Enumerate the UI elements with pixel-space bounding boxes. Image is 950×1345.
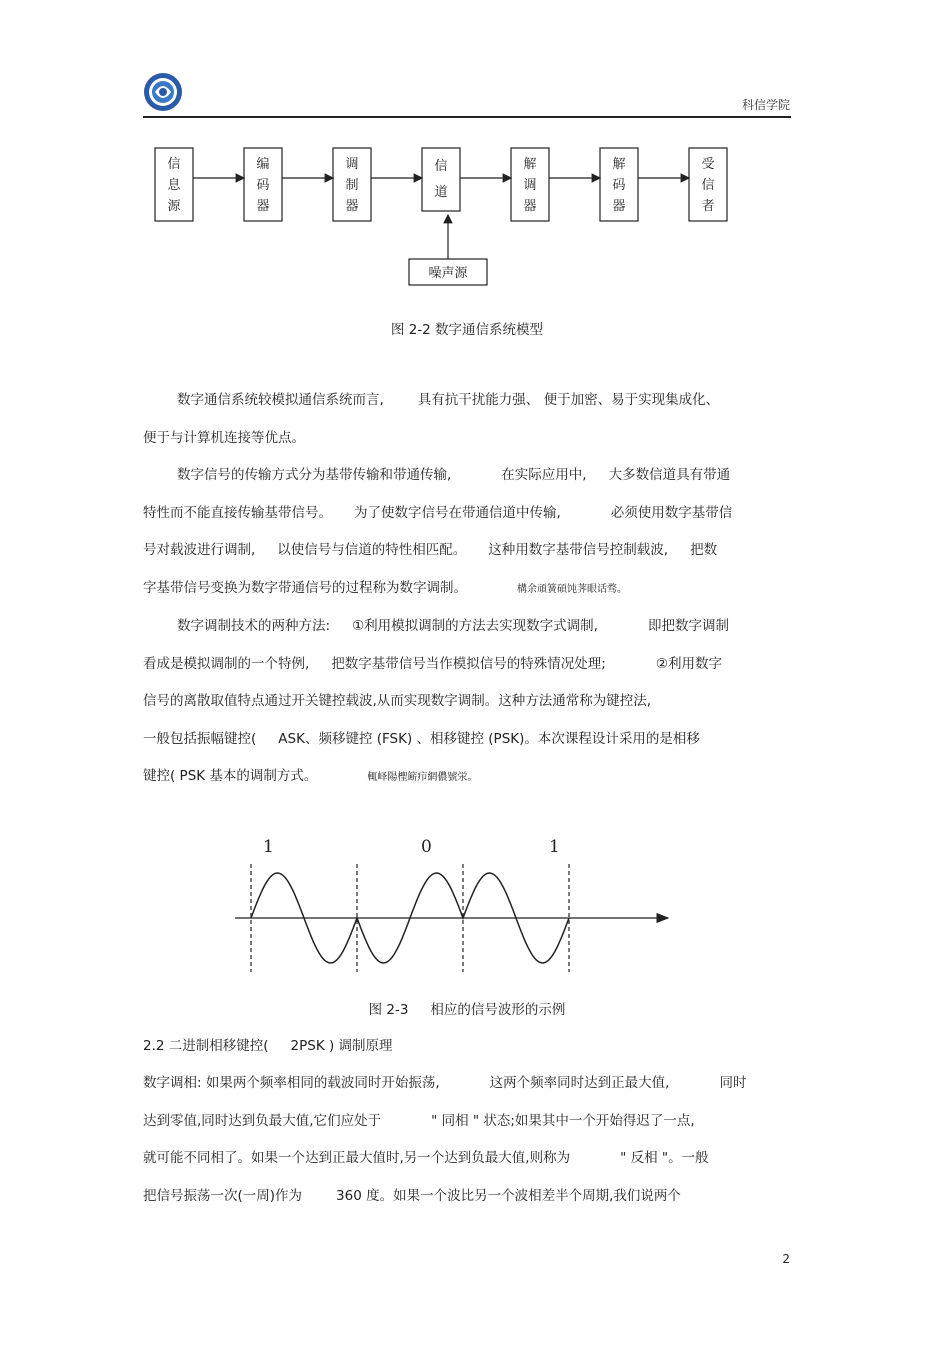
block-5-char: 解 bbox=[612, 157, 626, 172]
paragraph-2-line2: 特性而不能直接传输基带信号。 为了使数字信号在带通信道中传输, 必须使用数字基带信 bbox=[143, 504, 733, 521]
paragraph-3-line2: 看成是模拟调制的一个特例, 把数字基带信号当作模拟信号的特殊情况处理; ②利用数字 bbox=[143, 655, 722, 672]
garbled-text-2: 輒峄陽檉簖疖網儂號泶。 bbox=[367, 772, 478, 783]
block-4-char: 调 bbox=[523, 178, 537, 193]
paragraph-3-line4: 一般包括振幅键控( ASK、频移键控 (FSK) 、相移键控 (PSK)。本次课程设计采用的是相移 bbox=[143, 730, 700, 747]
bit-label: 0 bbox=[421, 837, 432, 857]
block-1-char: 码 bbox=[256, 178, 270, 193]
bit-label: 1 bbox=[263, 837, 274, 857]
bit-label: 1 bbox=[549, 837, 560, 857]
block-5-char: 码 bbox=[612, 178, 626, 193]
block-2-char: 调 bbox=[345, 157, 359, 172]
noise-source-label: 噪声源 bbox=[428, 266, 468, 281]
body2-line2: 达到零值,同时达到负最大值,它们应处于 " 同相 " 状态;如果其中一个开始得迟了一点, bbox=[143, 1112, 695, 1129]
block-6-char: 受 bbox=[701, 157, 715, 172]
block-6-char: 者 bbox=[701, 199, 715, 214]
block-0-char: 源 bbox=[167, 199, 181, 214]
body2-line3: 就可能不同相了。如果一个达到正最大值时,另一个达到负最大值,则称为 " 反相 "。一般 bbox=[143, 1150, 709, 1166]
body2-line4: 把信号振荡一次(一周)作为 360 度。如果一个波比另一个波相差半个周期,我们说两个 bbox=[143, 1187, 681, 1204]
block-3 bbox=[422, 148, 460, 211]
figure-2-3-caption: 图 2-3 相应的信号波形的示例 bbox=[368, 1002, 566, 1018]
paragraph-1-cont: 便于与计算机连接等优点。 bbox=[143, 429, 305, 446]
page-number: 2 bbox=[782, 1252, 790, 1266]
body-text-2 bbox=[143, 1065, 791, 1215]
block-1-char: 器 bbox=[256, 199, 270, 214]
garbled-text-1: 構余頑簧碩饨荠眼话骛。 bbox=[517, 583, 627, 595]
block-3-char: 信 bbox=[434, 159, 448, 174]
block-2-char: 器 bbox=[345, 199, 359, 214]
block-4-char: 器 bbox=[523, 199, 537, 214]
block-5-char: 器 bbox=[612, 199, 626, 214]
block-3-char: 道 bbox=[434, 185, 448, 200]
block-1-char: 编 bbox=[256, 157, 270, 172]
block-0-char: 信 bbox=[167, 157, 181, 172]
paragraph-2-line4: 字基带信号变换为数字带通信号的过程称为数字调制。 構余頑簧碩饨荠眼话骛。 bbox=[143, 579, 627, 596]
section-heading-2-2: 2.2 二进制相移键控( 2PSK ) 调制原理 bbox=[143, 1038, 393, 1054]
paragraph-3: 数字调制技术的两种方法: ①利用模拟调制的方法去实现数字式调制, 即把数字调制 bbox=[177, 618, 729, 634]
paragraph-2-line3: 号对载波进行调制, 以使信号与信道的特性相匹配。 这种用数字基带信号控制载波, 把数 bbox=[143, 542, 718, 558]
block-2-char: 制 bbox=[345, 178, 359, 193]
paragraph-1: 数字通信系统较模拟通信系统而言, 具有抗干扰能力强、 便于加密、易于实现集成化、 bbox=[177, 392, 720, 408]
body2-line1: 数字调相: 如果两个频率相同的载波同时开始振荡, 这两个频率同时达到正最大值, 同时 bbox=[143, 1075, 747, 1091]
paragraph-3-line3: 信号的离散取值特点通过开关键控载波,从而实现数字调制。这种方法通常称为键控法, bbox=[143, 693, 652, 709]
psk-waveform-figure bbox=[143, 828, 791, 978]
paragraph-3-line5: 键控( PSK 基本的调制方式。 輒峄陽檉簖疖網儂號泶。 bbox=[143, 768, 478, 784]
college-name: 科信学院 bbox=[741, 98, 790, 112]
body-text bbox=[143, 382, 791, 797]
block-6-char: 信 bbox=[701, 178, 715, 193]
paragraph-2: 数字信号的传输方式分为基带传输和带通传输, 在实际应用中, 大多数信道具有带通 bbox=[177, 467, 731, 483]
header-rule bbox=[143, 116, 791, 118]
system-model-diagram bbox=[143, 140, 791, 300]
college-logo bbox=[143, 72, 183, 112]
block-0-char: 息 bbox=[167, 178, 181, 193]
figure-2-2-caption: 图 2-2 数字通信系统模型 bbox=[390, 322, 544, 338]
block-4-char: 解 bbox=[523, 157, 537, 172]
